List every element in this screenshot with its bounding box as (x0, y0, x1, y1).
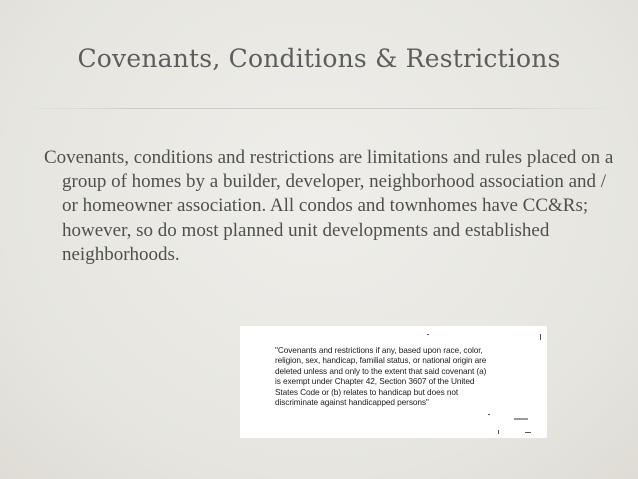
scan-speck (514, 418, 528, 420)
slide-body-text: Covenants, conditions and restrictions are limitations and rules placed on a group of homes by a builder, developer, neighborhood association and / or homeowner association. All condos and townhomes have CC&Rs; however, so do most planned unit developments and established neighborhoods. (44, 147, 614, 265)
slide-title: Covenants, Conditions & Restrictions (77, 44, 561, 73)
scanned-excerpt-text: "Covenants and restrictions if any, based upon race, color, religion, sex, handicap, familial status, or national origin are deleted unless and only to the extent that said covenant (a) is exempt under Chapter 42, Section 3607 of the United States Code or (b) relates to handicap but does not discriminate against handicapped persons" (275, 345, 487, 408)
scan-speck (488, 414, 490, 415)
scan-speck (540, 334, 541, 340)
scan-speck (525, 432, 531, 433)
title-divider (20, 108, 618, 109)
scanned-excerpt-image (240, 326, 547, 438)
scan-speck (498, 430, 499, 434)
scan-speck (427, 334, 429, 335)
